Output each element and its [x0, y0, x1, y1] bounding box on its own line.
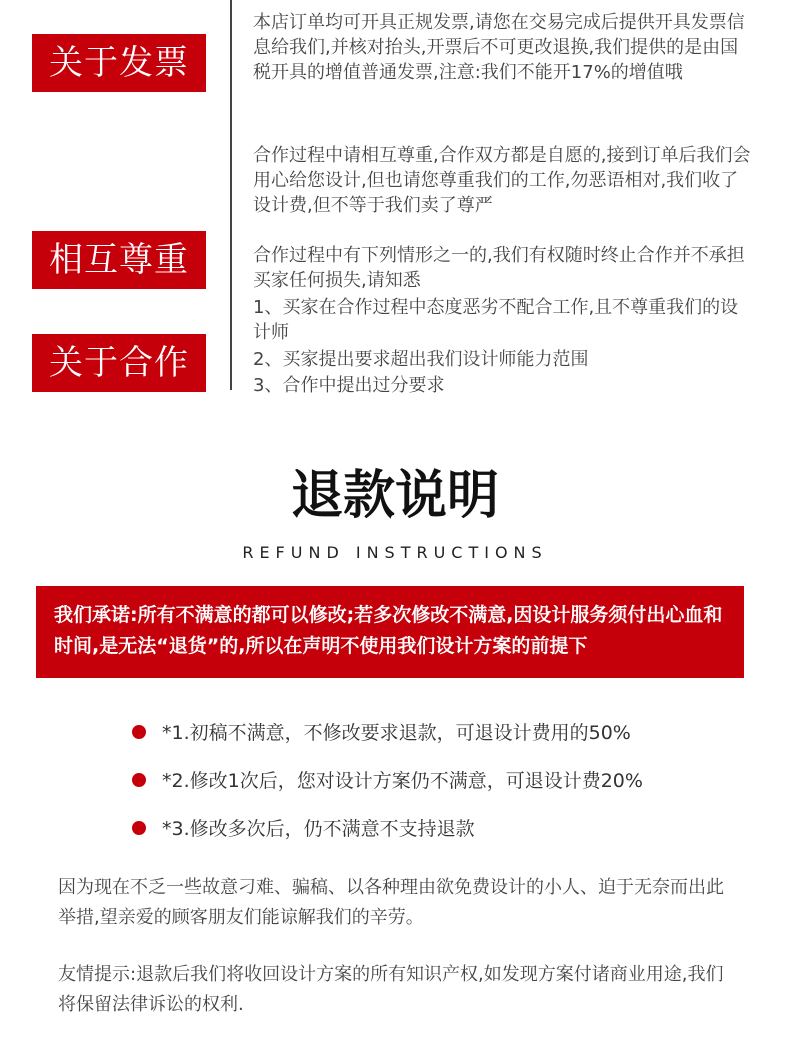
refund-item-text: *1.初稿不满意，不修改要求退款，可退设计费用的50% [162, 722, 631, 744]
refund-item-2 [132, 766, 643, 793]
cooperation-section-label: 关于合作 [32, 334, 206, 392]
refund-item-text: *2.修改1次后，您对设计方案仍不满意，可退设计费20% [162, 770, 643, 792]
refund-item-1 [132, 718, 631, 745]
bullet-dot-icon [132, 821, 146, 835]
cooperation-item-1: 1、买家在合作过程中态度恶劣不配合工作,且不尊重我们的设计师 [253, 297, 739, 343]
refund-note-tip: 友情提示:退款后我们将收回设计方案的所有知识产权,如发现方案付诸商业用途,我们将保留法律诉讼的权利. [58, 964, 724, 1015]
refund-promise-banner: 我们承诺:所有不满意的都可以修改;若多次修改不满意,因设计服务须付出心血和时间,是无法“退货”的,所以在声明不使用我们设计方案的前提下 [36, 586, 744, 678]
cooperation-intro: 合作过程中有下列情形之一的,我们有权随时终止合作并不承担买家任何损失,请知悉 [253, 245, 745, 291]
refund-note-reason: 因为现在不乏一些故意刁难、骗稿、以各种理由欲免费设计的小人、迫于无奈而出此举措,望亲爱的顾客朋友们能谅解我们的辛劳。 [58, 877, 724, 928]
section-divider [230, 0, 232, 390]
refund-title: 退款说明 [290, 466, 499, 526]
cooperation-item-2: 2、买家提出要求超出我们设计师能力范围 [253, 349, 589, 370]
refund-item-3 [132, 814, 475, 841]
cooperation-item-3: 3、合作中提出过分要求 [253, 375, 445, 396]
respect-paragraph: 合作过程中请相互尊重,合作双方都是自愿的,接到订单后我们会用心给您设计,但也请您尊重我们的工作,勿恶语相对,我们收了设计费,但不等于我们卖了尊严 [253, 145, 751, 216]
invoice-paragraph: 本店订单均可开具正规发票,请您在交易完成后提供开具发票信息给我们,并核对抬头,开票后不可更改退换,我们提供的是由国税开具的增值普通发票,注意:我们不能开17%的增值哦 [253, 12, 745, 83]
respect-section-label: 相互尊重 [32, 231, 206, 289]
bullet-dot-icon [132, 725, 146, 739]
invoice-section-label: 关于发票 [32, 34, 206, 92]
refund-item-text: *3.修改多次后，仍不满意不支持退款 [162, 818, 475, 840]
bullet-dot-icon [132, 773, 146, 787]
refund-subtitle: REFUND INSTRUCTIONS [242, 543, 548, 562]
